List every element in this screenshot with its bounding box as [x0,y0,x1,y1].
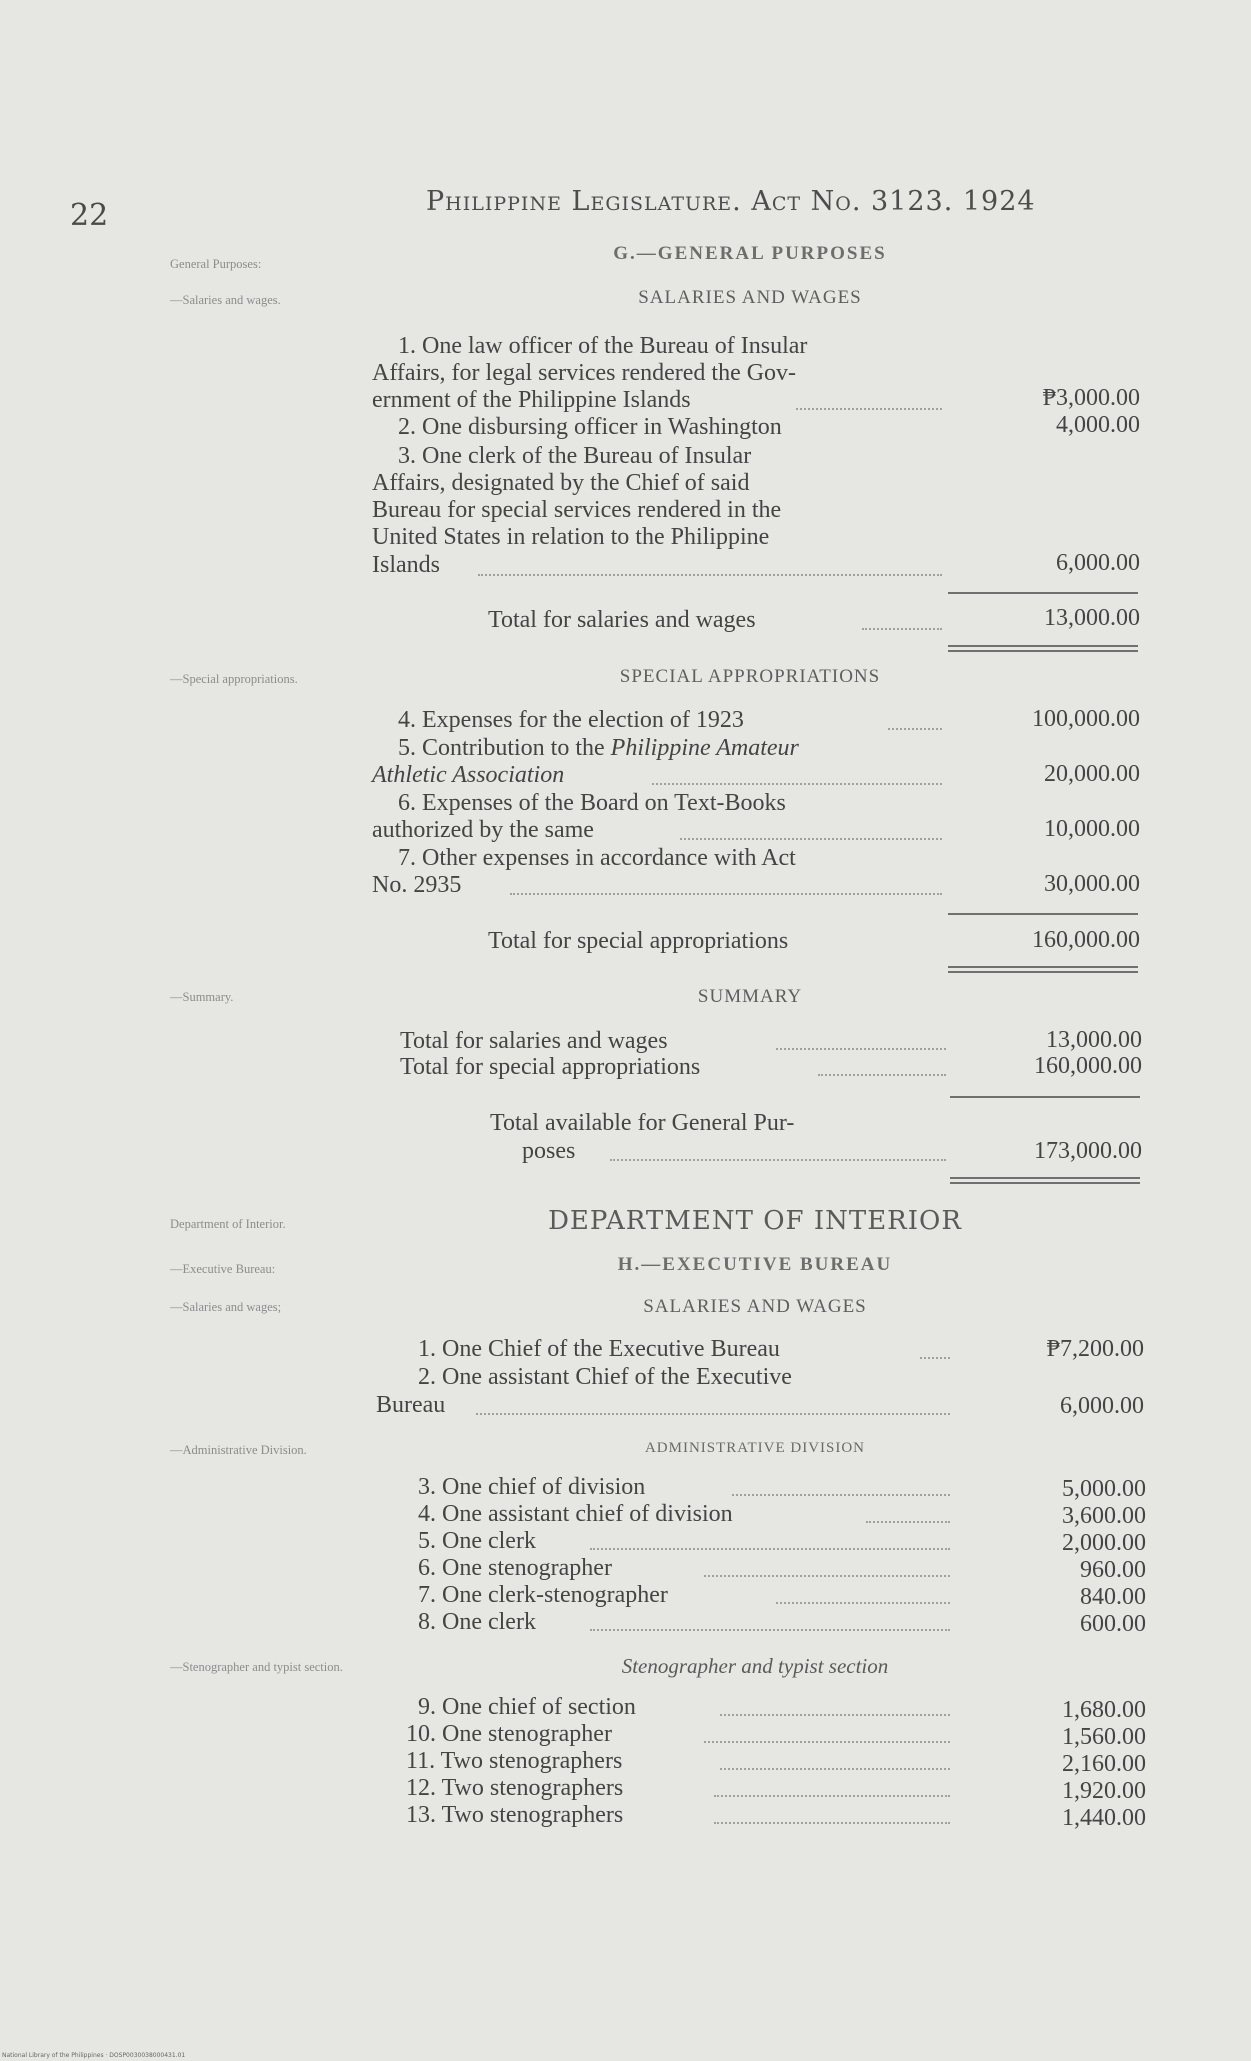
scan-footer: National Library of the Philippines · DOSP0030038000431.01 [2,2052,186,2059]
leader-dots [680,838,942,840]
department-heading: DEPARTMENT OF INTERIOR [548,1206,962,1236]
leader-dots [610,1159,946,1161]
leader-dots [714,1822,950,1824]
eb-item-11-amount: 2,160.00 [1062,1751,1146,1777]
margin-note-steno-section: —Stenographer and typist section. [170,1660,343,1674]
eb-item-5-line: 5. One clerk [418,1528,536,1554]
leader-dots [704,1741,950,1743]
subheading-summary: SUMMARY [697,986,803,1007]
total-special-appropriations: Total for special appropriations [488,928,789,954]
margin-note-summary: —Summary. [170,990,234,1004]
eb-item-3-amount: 5,000.00 [1062,1476,1146,1502]
item-5-line-a [398,735,799,762]
total-general-purposes-a: Total available for General Pur- [490,1110,795,1136]
leader-dots [888,728,942,730]
item-3-line-e: Islands [372,552,440,578]
eb-item-6-line: 6. One stenographer [418,1555,612,1581]
leader-dots [776,1602,950,1604]
total-special-appropriations-amount: 160,000.00 [1032,927,1140,953]
item-3-line-b: Affairs, designated by the Chief of said [372,470,750,496]
eb-item-10-amount: 1,560.00 [1062,1724,1146,1750]
item-5-italic-text: Philippine Amateur [610,735,799,761]
eb-item-1-amount: ₱7,200.00 [1046,1336,1144,1362]
eb-item-3-line: 3. One chief of division [418,1474,646,1500]
item-1-line-a: 1. One law officer of the Bureau of Insular [398,333,808,359]
eb-item-4-amount: 3,600.00 [1062,1503,1146,1529]
item-4-line: 4. Expenses for the election of 1923 [398,707,744,733]
item-1-line-b: Affairs, for legal services rendered the Gov- [372,360,797,386]
double-rule [950,1177,1140,1184]
subheading-steno-section: Stenographer and typist section [621,1654,889,1678]
eb-item-12-line: 12. Two stenographers [406,1775,624,1801]
eb-item-8-line: 8. One clerk [418,1609,536,1635]
margin-note-general-purposes: General Purposes: [170,257,262,271]
rule [948,913,1138,915]
leader-dots [776,1048,946,1050]
subheading-special-appropriations: SPECIAL APPROPRIATIONS [619,666,881,687]
section-heading-general-purposes: G.—GENERAL PURPOSES [613,243,887,264]
eb-item-11-line: 11. Two stenographers [406,1748,623,1774]
leader-dots [818,1074,946,1076]
item-3-line-c: Bureau for special services rendered in the [372,497,782,523]
summary-special-appropriations-amount: 160,000.00 [1034,1053,1142,1079]
item-7-line-b: No. 2935 [372,872,462,898]
eb-item-10-line: 10. One stenographer [406,1721,612,1747]
eb-item-2-amount: 6,000.00 [1060,1393,1144,1419]
summary-salaries-wages: Total for salaries and wages [400,1028,668,1054]
eb-item-2-line-b: Bureau [376,1392,446,1418]
item-7-line-a: 7. Other expenses in accordance with Act [398,845,796,871]
margin-note-administrative-division: —Administrative Division. [170,1443,307,1457]
leader-dots [732,1494,950,1496]
eb-item-1-line: 1. One Chief of the Executive Bureau [418,1336,780,1362]
double-rule [948,645,1138,652]
margin-note-special-appropriations: —Special appropriations. [170,672,298,686]
eb-item-13-line: 13. Two stenographers [406,1802,624,1828]
margin-note-department-interior: Department of Interior. [170,1217,286,1231]
eb-item-7-amount: 840.00 [1080,1584,1146,1610]
item-1-line-c: ernment of the Philippine Islands [372,387,691,413]
leader-dots [590,1548,950,1550]
item-7-amount: 30,000.00 [1044,871,1140,897]
leader-dots [720,1768,950,1770]
item-3-amount: 6,000.00 [1056,550,1140,576]
eb-item-12-amount: 1,920.00 [1062,1778,1146,1804]
item-1-amount: ₱3,000.00 [1042,385,1140,411]
subheading-salaries-wages: SALARIES AND WAGES [638,287,862,308]
total-salaries-wages-amount: 13,000.00 [1044,605,1140,631]
item-5-amount: 20,000.00 [1044,761,1140,787]
leader-dots [862,628,942,630]
leader-dots [510,893,942,895]
eb-item-7-line: 7. One clerk-stenographer [418,1582,668,1608]
double-rule [948,966,1138,973]
leader-dots [478,574,942,576]
leader-dots [866,1521,950,1523]
running-head: Philippine Legislature. Act No. 3123. 1924 [426,186,1036,217]
subheading-administrative-division: ADMINISTRATIVE DIVISION [644,1440,866,1456]
item-2-line: 2. One disbursing officer in Washington [398,414,782,440]
total-salaries-wages: Total for salaries and wages [488,607,756,633]
leader-dots [714,1795,950,1797]
item-2-amount: 4,000.00 [1056,412,1140,438]
section-heading-executive-bureau: H.—EXECUTIVE BUREAU [617,1254,893,1275]
eb-item-13-amount: 1,440.00 [1062,1805,1146,1831]
leader-dots [720,1714,950,1716]
item-4-amount: 100,000.00 [1032,706,1140,732]
eb-item-9-line: 9. One chief of section [418,1694,636,1720]
eb-item-6-amount: 960.00 [1080,1557,1146,1583]
total-general-purposes-b: poses [522,1138,576,1164]
eb-item-4-line: 4. One assistant chief of division [418,1501,733,1527]
leader-dots [796,408,942,410]
leader-dots [704,1575,950,1577]
page-number: 22 [70,198,109,233]
leader-dots [652,783,942,785]
leader-dots [590,1629,950,1631]
eb-item-9-amount: 1,680.00 [1062,1697,1146,1723]
item-3-line-d: United States in relation to the Philippine [372,524,770,550]
item-3-line-a: 3. One clerk of the Bureau of Insular [398,443,752,469]
summary-salaries-wages-amount: 13,000.00 [1046,1027,1142,1053]
item-5-line-b: Athletic Association [372,762,565,788]
margin-note-executive-bureau: —Executive Bureau: [170,1262,276,1276]
item-6-amount: 10,000.00 [1044,816,1140,842]
leader-dots [920,1357,950,1359]
leader-dots [476,1413,950,1415]
rule [950,1096,1140,1098]
eb-item-5-amount: 2,000.00 [1062,1530,1146,1556]
summary-special-appropriations: Total for special appropriations [400,1054,701,1080]
margin-note-salaries-wages-2: —Salaries and wages; [170,1300,282,1314]
eb-item-8-amount: 600.00 [1080,1611,1146,1637]
item-6-line-b: authorized by the same [372,817,594,843]
rule [948,592,1138,594]
item-6-line-a: 6. Expenses of the Board on Text-Books [398,790,786,816]
subheading-salaries-wages-2: SALARIES AND WAGES [643,1296,867,1317]
total-general-purposes-amount: 173,000.00 [1034,1138,1142,1164]
eb-item-2-line-a: 2. One assistant Chief of the Executive [418,1364,792,1390]
margin-note-salaries-wages: —Salaries and wages. [170,293,281,307]
item-5-text: 5. Contribution to the [398,735,611,761]
